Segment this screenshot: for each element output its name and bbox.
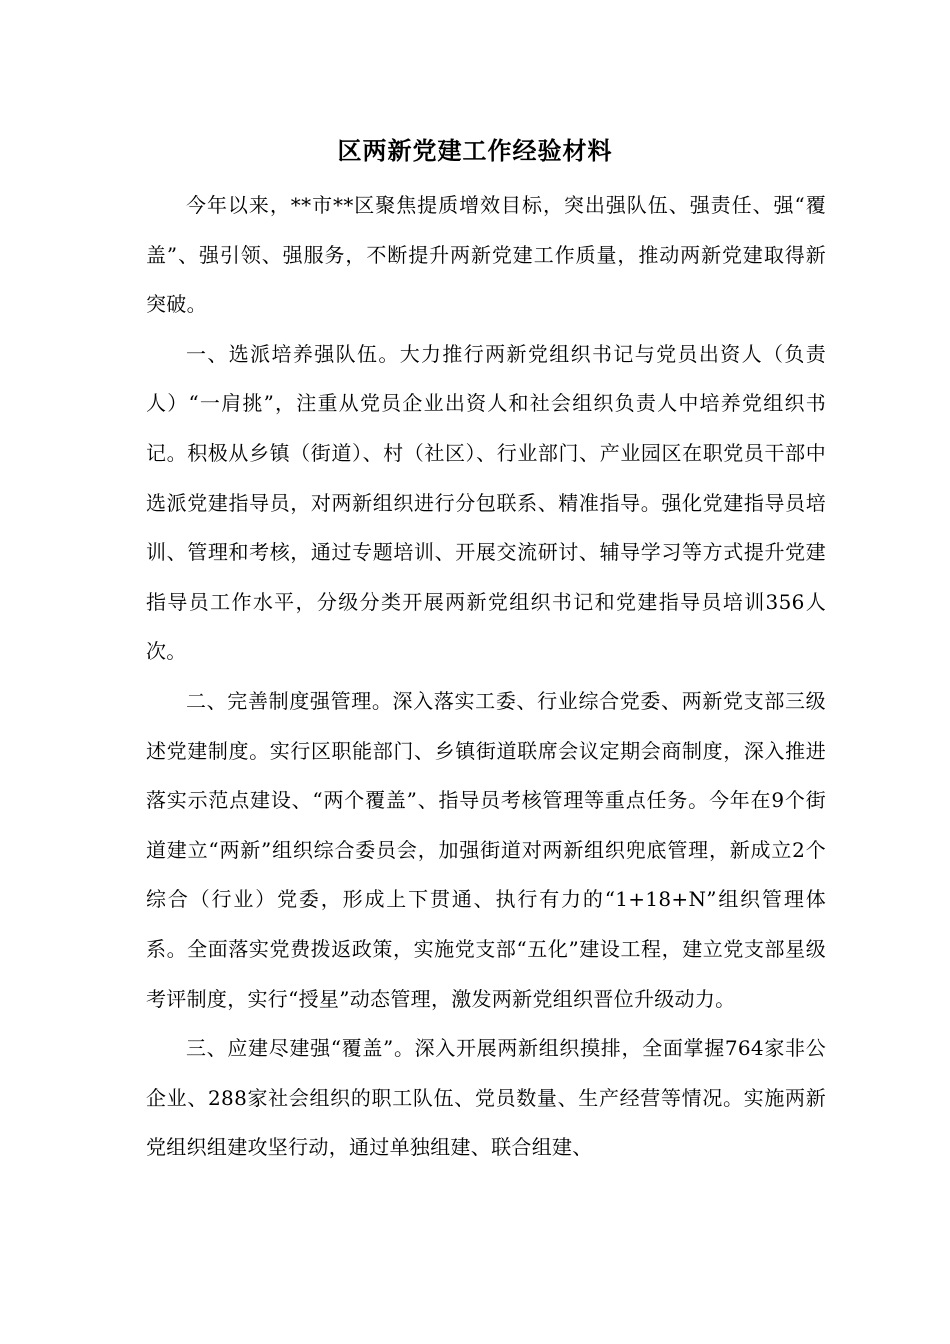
document-title: 区两新党建工作经验材料 xyxy=(337,136,613,165)
paragraph-section-1: 一、选派培养强队伍。大力推行两新党组织书记与党员出资人（负责人）“一肩挑”，注重从党员企业出资人和社会组织负责人中培养党组织书记。积极从乡镇（街道）、村（社区）、行业部门、产业园区在职党员干部中选派党建指导员，对两新组织进行分包联系、精准指导。强化党建指导员培训、管理和考核，通过专题培训、开展交流研讨、辅导学习等方式提升党建指导员工作水平，分级分类开展两新党组织书记和党建指导员培训356人次。 xyxy=(146,341,826,664)
document-body xyxy=(146,181,826,1173)
paragraph-section-3: 三、应建尽建强“覆盖”。深入开展两新组织摸排，全面掌握764家非公企业、288家社会组织的职工队伍、党员数量、生产经营等情况。实施两新党组织组建攻坚行动，通过单独组建、联合组建、 xyxy=(146,1036,826,1160)
paragraph-intro: 今年以来，**市**区聚焦提质增效目标，突出强队伍、强责任、强“覆盖”、强引领、强服务，不断提升两新党建工作质量，推动两新党建取得新突破。 xyxy=(146,193,826,317)
paragraph-section-2: 二、完善制度强管理。深入落实工委、行业综合党委、两新党支部三级述党建制度。实行区职能部门、乡镇街道联席会议定期会商制度，深入推进落实示范点建设、“两个覆盖”、指导员考核管理等重点任务。今年在9个街道建立“两新”组织综合委员会，加强街道对两新组织兜底管理，新成立2个综合（行业）党委，形成上下贯通、执行有力的“1+18+N”组织管理体系。全面落实党费拨返政策，实施党支部“五化”建设工程，建立党支部星级考评制度，实行“授星”动态管理，激发两新党组织晋位升级动力。 xyxy=(146,688,826,1011)
